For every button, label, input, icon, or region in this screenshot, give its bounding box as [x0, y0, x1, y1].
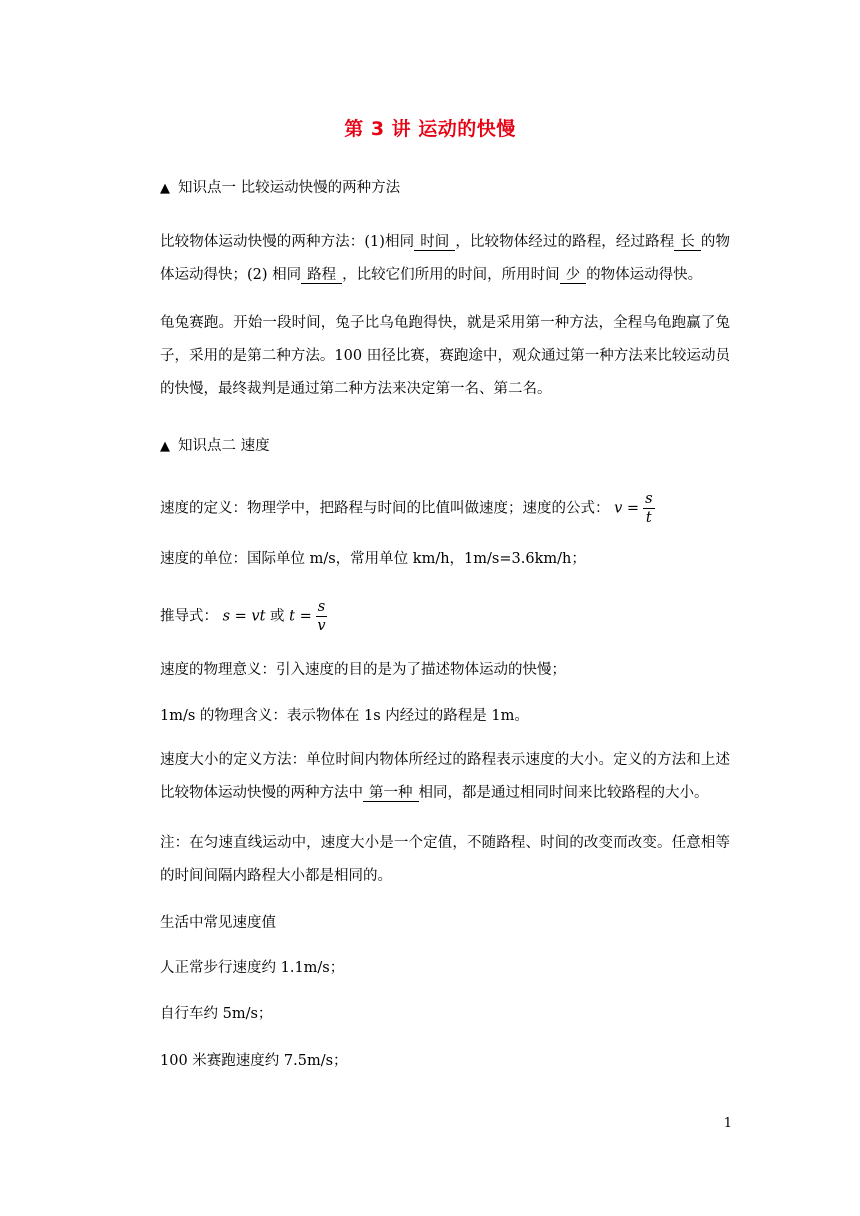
list-item: 人正常步行速度约 1.1m/s；: [160, 960, 345, 976]
text: 速度大小的定义方法：单位时间内物体所经过的路程表示速度的大小。定义的方法和上述比较物体运动快慢的两种方法中: [160, 752, 730, 801]
denominator: v: [317, 618, 326, 634]
paragraph-definition-method: [160, 744, 730, 810]
answer-blank: 路程: [301, 267, 342, 284]
list-item: 自行车约 5m/s；: [160, 1006, 273, 1022]
section-heading-1: [160, 176, 400, 197]
text: 或: [270, 608, 285, 625]
text: 推导式：: [160, 608, 218, 625]
text: 的物体运动得快。: [586, 267, 703, 283]
paragraph-methods: [160, 226, 730, 292]
page-number: 1: [723, 1116, 732, 1131]
text: ，比较物体经过的路程，经过路程: [455, 234, 675, 250]
derived-formulas: [160, 598, 327, 635]
fraction: [643, 490, 654, 527]
answer-blank: 长: [674, 234, 701, 251]
answer-blank: 时间: [414, 234, 455, 251]
denominator: t: [645, 510, 652, 526]
common-speeds-title: 生活中常见速度值: [160, 915, 276, 931]
text: 相同，都是通过相同时间来比较路程的大小。: [418, 785, 709, 801]
formula-lhs: v =: [614, 500, 640, 517]
triangle-icon: ▲: [160, 439, 170, 454]
paragraph-example: 龟兔赛跑。开始一段时间，兔子比乌龟跑得快，就是采用第一种方法，全程乌龟跑赢了兔子，采用的是第二种方法。100 田径比赛，赛跑途中，观众通过第一种方法来比较运动员的快慢，最终裁判是通过第二种方法来决定第一名、第二名。: [160, 315, 730, 397]
triangle-icon: ▲: [160, 181, 170, 196]
formula-lhs: t =: [289, 608, 312, 625]
answer-blank: 少: [560, 267, 587, 284]
fraction: [316, 598, 327, 635]
text: 比较物体运动快慢的两种方法：(1)相同: [160, 234, 415, 250]
text: 的物体运动得快；(2) 相同: [160, 234, 730, 283]
paragraph-note: 注：在匀速直线运动中，速度大小是一个定值，不随路程、时间的改变而改变。任意相等的时间间隔内路程大小都是相同的。: [160, 835, 730, 884]
text: 速度的定义：物理学中，把路程与时间的比值叫做速度；速度的公式：: [160, 500, 610, 517]
speed-definition: [160, 490, 655, 527]
numerator: s: [645, 491, 653, 507]
speed-meaning-example: 1m/s 的物理含义：表示物体在 1s 内经过的路程是 1m。: [160, 708, 529, 724]
list-item: 100 米赛跑速度约 7.5m/s；: [160, 1053, 348, 1069]
page-title: 第 3 讲 运动的快慢: [344, 118, 516, 140]
speed-meaning: 速度的物理意义：引入速度的目的是为了描述物体运动的快慢；: [160, 662, 566, 678]
section-heading-2: [160, 434, 270, 455]
text: ，比较它们所用的时间，所用时间: [342, 267, 560, 283]
numerator: s: [317, 599, 326, 615]
answer-blank: 第一种: [363, 785, 419, 802]
section-heading-2-text: 知识点二 速度: [178, 438, 270, 454]
formula: s = vt: [222, 608, 266, 625]
section-heading-1-text: 知识点一 比较运动快慢的两种方法: [178, 180, 401, 196]
speed-units: 速度的单位：国际单位 m/s，常用单位 km/h，1m/s=3.6km/h；: [160, 551, 586, 567]
